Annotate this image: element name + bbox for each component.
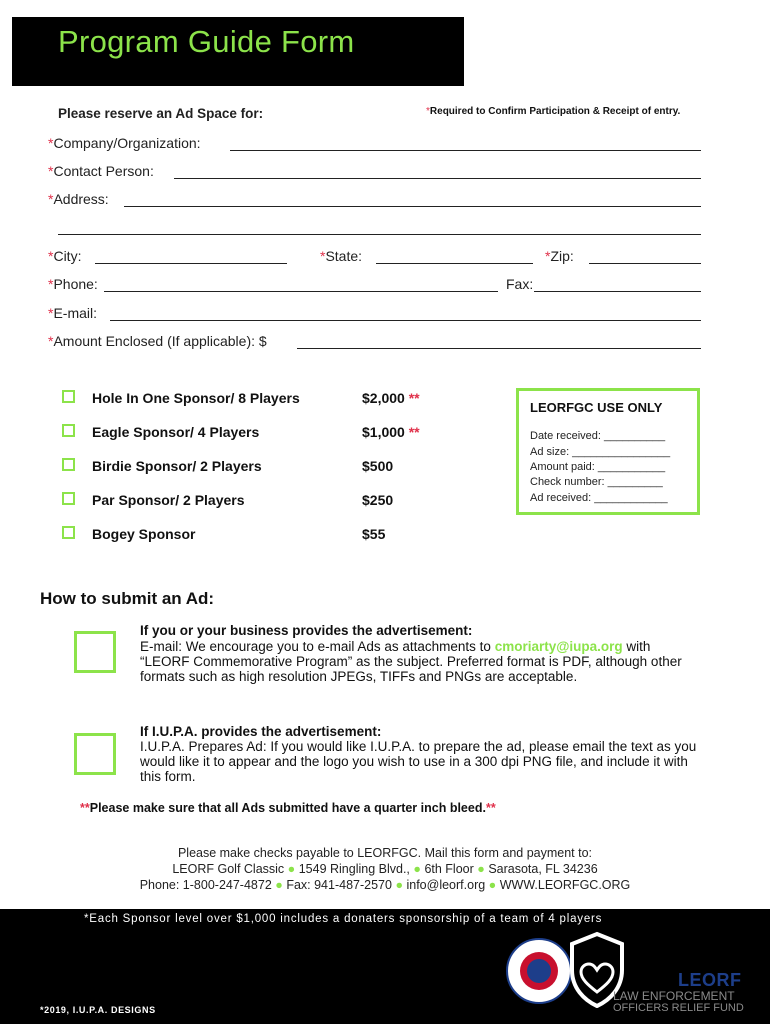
sponsor-price-value: $2,000 [362,390,405,406]
page-title: Program Guide Form [58,24,355,59]
payment-line-1: Please make checks payable to LEORFGC. Mail this form and payment to: [177,846,593,860]
sponsor-name: Bogey Sponsor [92,526,196,542]
company-label [48,135,201,151]
email-field[interactable] [110,320,701,321]
sponsor-price [362,424,420,440]
sponsor-price-note: ** [408,424,420,440]
option1-text [140,639,700,684]
bleed-stars-right: ** [485,801,496,815]
city-asterisk: * [48,248,54,264]
payment-line-3 [0,877,770,893]
zip-asterisk: * [545,248,551,264]
company-label-text: Company/Organization: [53,135,201,151]
state-asterisk: * [320,248,326,264]
company-asterisk: * [48,135,54,151]
address-label [48,191,109,207]
mail-floor: 6th Floor [424,862,474,876]
ad-received-line: Ad received: ____________ [530,492,668,504]
mail-city: Sarasota, FL 34236 [488,862,598,876]
copyright: *2019, I.U.P.A. DESIGNS [40,1005,156,1015]
date-received-line: Date received: __________ [530,430,666,442]
amount-label-text: Amount Enclosed (If applicable): $ [53,333,267,349]
option1-text-b: with “LEORF Commemorative Program” as the subject. Preferred format is PDF, although other formats such as high resolution JPEGs, TIFFs and PNGs are acceptable. [140,639,682,684]
office-use-title: LEORFGC USE ONLY [530,400,663,415]
option1-title: If you or your business provides the advertisement: [140,623,473,638]
contact-fax: Fax: 941-487-2570 [286,878,392,892]
sponsor-checkbox-par[interactable] [62,492,75,505]
sponsor-price [362,390,420,406]
city-label [48,248,81,264]
sponsor-price-value: $1,000 [362,424,405,440]
phone-label-text: Phone: [53,276,98,292]
bleed-stars-left: ** [80,801,90,815]
bullet-icon: ● [287,862,296,876]
required-note-text: Required to Confirm Participation & Receipt of entry. [429,106,681,117]
submit-option-own-ad-checkbox[interactable] [74,631,116,673]
amount-field[interactable] [297,348,701,349]
footer-sponsor-note: *Each Sponsor level over $1,000 includes a donaters sponsorship of a team of 4 players [84,913,603,925]
state-field[interactable] [376,263,533,264]
ad-size-line: Ad size: ________________ [530,446,671,458]
sponsor-price: $250 [362,492,394,508]
required-asterisk: * [426,106,430,117]
sponsor-price: $500 [362,458,394,474]
logo-line-2: OFFICERS RELIEF FUND [613,1002,744,1014]
bleed-note [80,801,496,815]
zip-field[interactable] [589,263,701,264]
mail-street: 1549 Ringling Blvd., [298,862,410,876]
contact-label [48,163,154,179]
address-field[interactable] [124,206,701,207]
sponsor-name: Hole In One Sponsor/ 8 Players [92,390,300,406]
submit-option-iupa-ad-checkbox[interactable] [74,733,116,775]
email-asterisk: * [48,305,54,321]
sponsor-checkbox-hole-in-one[interactable] [62,390,75,403]
phone-field[interactable] [104,291,498,292]
sponsor-name: Birdie Sponsor/ 2 Players [92,458,262,474]
contact-field[interactable] [174,178,701,179]
amount-paid-line: Amount paid: ___________ [530,461,666,473]
amount-label [48,333,267,349]
option1-text-a: E-mail: We encourage you to e-mail Ads as attachments to [140,639,491,654]
reserve-label: Please reserve an Ad Space for: [58,106,264,121]
address-asterisk: * [48,191,54,207]
check-number-line: Check number: _________ [530,476,663,488]
contact-phone: Phone: 1-800-247-4872 [139,878,272,892]
payment-info [0,845,770,893]
logo-wordmark: LEORF [678,970,742,990]
amount-asterisk: * [48,333,54,349]
contact-label-text: Contact Person: [53,163,154,179]
email-label [48,305,97,321]
state-label [320,248,362,264]
option2-text: I.U.P.A. Prepares Ad: If you would like I.U.P.A. to prepare the ad, please email the text as you would like it to appear and the logo you wish to use in a 300 dpi PNG file, and include it with this form. [140,739,697,784]
address-label-text: Address: [53,191,109,207]
bullet-icon: ● [488,878,497,892]
submit-heading: How to submit an Ad: [40,589,215,608]
sponsor-checkbox-bogey[interactable] [62,526,75,539]
payment-line-2 [0,861,770,877]
company-field[interactable] [230,150,701,151]
option2-title: If I.U.P.A. provides the advertisement: [140,724,382,739]
city-field[interactable] [95,263,287,264]
bullet-icon: ● [275,878,283,892]
contact-email[interactable]: info@leorf.org [406,878,486,892]
sponsor-checkbox-birdie[interactable] [62,458,75,471]
logo-line-1: LAW ENFORCEMENT [613,989,735,1003]
bullet-icon: ● [413,862,421,876]
fax-field[interactable] [534,291,701,292]
website-link[interactable]: WWW.LEORFGC.ORG [499,878,631,892]
email-label-text: E-mail: [53,305,98,321]
contact-asterisk: * [48,163,54,179]
bullet-icon: ● [395,878,403,892]
contact-email-link[interactable]: cmoriarty@iupa.org [494,639,623,654]
sponsor-price: $55 [362,526,386,542]
phone-label [48,276,98,292]
fax-label: Fax: [506,276,534,292]
bleed-note-text: Please make sure that all Ads submitted have a quarter inch bleed. [89,801,486,815]
seal-core [527,959,551,983]
sponsor-name: Par Sponsor/ 2 Players [92,492,245,508]
city-label-text: City: [53,248,82,264]
sponsor-name: Eagle Sponsor/ 4 Players [92,424,260,440]
sponsor-price-note: ** [408,390,420,406]
sponsor-checkbox-eagle[interactable] [62,424,75,437]
bullet-icon: ● [477,862,485,876]
state-label-text: State: [325,248,363,264]
required-note [426,106,680,117]
zip-label [545,248,574,264]
mail-org: LEORF Golf Classic [172,862,285,876]
phone-asterisk: * [48,276,54,292]
zip-label-text: Zip: [550,248,574,264]
address-field-line2[interactable] [58,234,701,235]
